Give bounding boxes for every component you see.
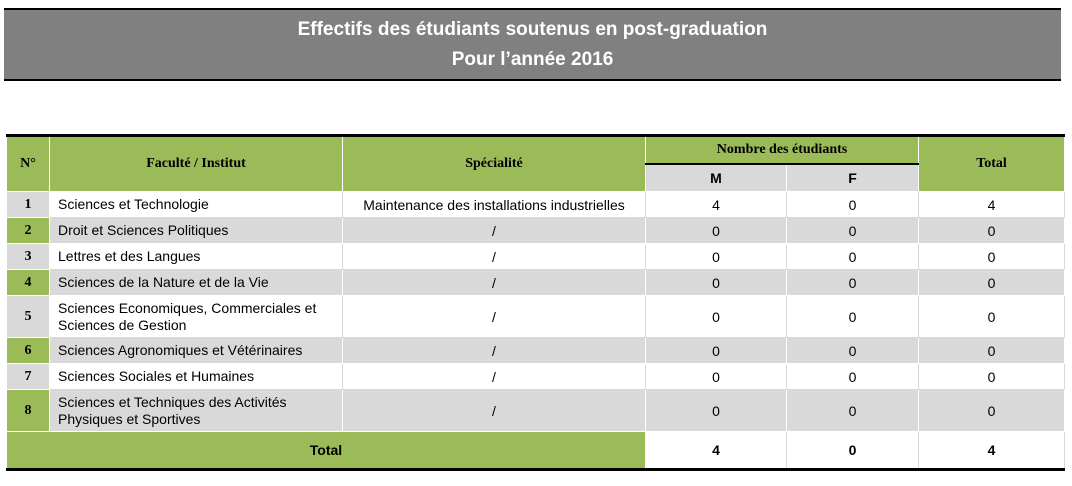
- header-num: N°: [7, 136, 50, 192]
- header-students: Nombre des étudiants: [646, 136, 919, 164]
- table-row: [7, 364, 1065, 390]
- row-f: 0: [787, 390, 919, 432]
- row-faculty: Sciences Economiques, Commerciales et Sciences de Gestion: [50, 296, 343, 338]
- title-line-2: Pour l’année 2016: [451, 48, 614, 70]
- row-total: 0: [919, 244, 1065, 270]
- row-num: 8: [7, 390, 50, 432]
- table-body: [7, 192, 1065, 432]
- header-row: [7, 136, 1065, 164]
- row-speciality: /: [343, 270, 646, 296]
- header-m: M: [646, 164, 787, 192]
- row-m: 0: [646, 296, 787, 338]
- row-num: 1: [7, 192, 50, 218]
- row-total: 0: [919, 270, 1065, 296]
- row-f: 0: [787, 192, 919, 218]
- table-row: [7, 218, 1065, 244]
- table-row: [7, 390, 1065, 432]
- row-m: 4: [646, 192, 787, 218]
- row-num: 3: [7, 244, 50, 270]
- total-row: [7, 432, 1065, 470]
- header-total: Total: [919, 136, 1065, 192]
- row-num: 4: [7, 270, 50, 296]
- row-m: 0: [646, 338, 787, 364]
- row-num: 5: [7, 296, 50, 338]
- table-row: [7, 296, 1065, 338]
- row-faculty: Sciences Sociales et Humaines: [50, 364, 343, 390]
- row-faculty: Sciences et Techniques des Activités Physiques et Sportives: [50, 390, 343, 432]
- row-speciality: /: [343, 338, 646, 364]
- row-f: 0: [787, 296, 919, 338]
- table-row: [7, 338, 1065, 364]
- header-f: F: [787, 164, 919, 192]
- row-total: 0: [919, 364, 1065, 390]
- row-m: 0: [646, 218, 787, 244]
- row-m: 0: [646, 390, 787, 432]
- header-faculty: Faculté / Institut: [50, 136, 343, 192]
- title-banner: [4, 8, 1061, 81]
- total-grand: 4: [919, 432, 1065, 470]
- row-f: 0: [787, 270, 919, 296]
- row-speciality: /: [343, 364, 646, 390]
- title-line-1: Effectifs des étudiants soutenus en post-graduation: [297, 18, 768, 40]
- row-f: 0: [787, 364, 919, 390]
- row-f: 0: [787, 244, 919, 270]
- total-label: Total: [7, 432, 646, 470]
- row-faculty: Sciences Agronomiques et Vétérinaires: [50, 338, 343, 364]
- header-speciality: Spécialité: [343, 136, 646, 192]
- row-m: 0: [646, 270, 787, 296]
- row-faculty: Sciences de la Nature et de la Vie: [50, 270, 343, 296]
- row-f: 0: [787, 338, 919, 364]
- row-m: 0: [646, 364, 787, 390]
- row-faculty: Droit et Sciences Politiques: [50, 218, 343, 244]
- row-total: 0: [919, 338, 1065, 364]
- row-speciality: /: [343, 390, 646, 432]
- row-total: 0: [919, 390, 1065, 432]
- row-faculty: Lettres et des Langues: [50, 244, 343, 270]
- students-table: [6, 134, 1065, 471]
- row-m: 0: [646, 244, 787, 270]
- row-total: 4: [919, 192, 1065, 218]
- row-speciality: /: [343, 244, 646, 270]
- total-f: 0: [787, 432, 919, 470]
- table-row: [7, 192, 1065, 218]
- row-speciality: Maintenance des installations industrielles: [343, 192, 646, 218]
- total-m: 4: [646, 432, 787, 470]
- row-speciality: /: [343, 218, 646, 244]
- row-speciality: /: [343, 296, 646, 338]
- row-num: 7: [7, 364, 50, 390]
- row-total: 0: [919, 296, 1065, 338]
- table-row: [7, 270, 1065, 296]
- table-row: [7, 244, 1065, 270]
- row-num: 2: [7, 218, 50, 244]
- row-faculty: Sciences et Technologie: [50, 192, 343, 218]
- row-f: 0: [787, 218, 919, 244]
- row-num: 6: [7, 338, 50, 364]
- row-total: 0: [919, 218, 1065, 244]
